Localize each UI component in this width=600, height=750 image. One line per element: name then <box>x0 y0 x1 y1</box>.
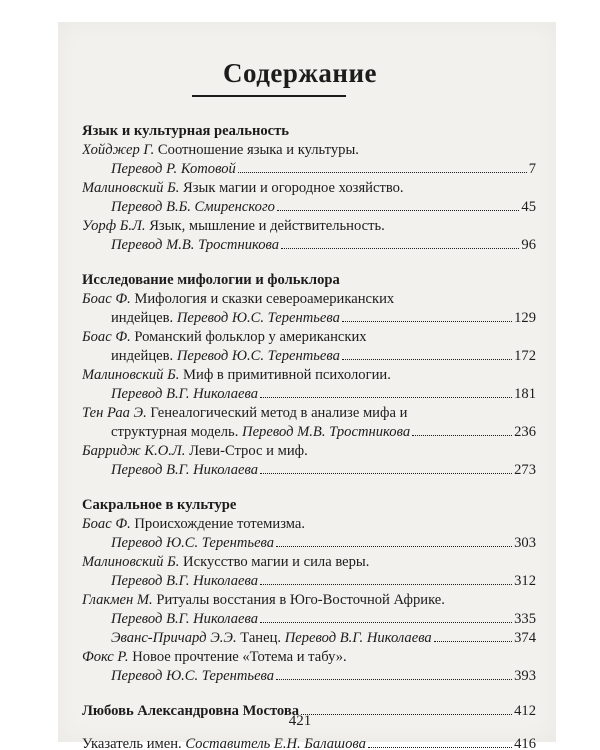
toc-entry-end[interactable] <box>82 534 536 553</box>
entry-title: Леви-Строс и миф. <box>189 443 308 459</box>
toc-entry-end[interactable] <box>82 160 536 179</box>
title-underline <box>192 95 346 97</box>
toc-entry[interactable] <box>82 290 536 309</box>
toc-entry-end[interactable] <box>82 236 536 255</box>
toc-entry[interactable] <box>82 179 536 198</box>
section-heading: Сакральное в культуре <box>82 497 237 513</box>
entry-page: 335 <box>514 611 536 627</box>
leader-dots <box>342 321 512 322</box>
entry-page: 172 <box>514 348 536 364</box>
toc-entry[interactable] <box>82 328 536 347</box>
toc-entry[interactable] <box>82 591 536 610</box>
entry-translator: Перевод В.Г. Николаева <box>111 611 259 627</box>
entry-title: Генеалогический метод в анализе мифа и <box>150 405 408 421</box>
leader-dots <box>260 397 512 398</box>
entry-page: 374 <box>514 630 536 646</box>
entry-title: Язык, мышление и действительность. <box>149 218 385 234</box>
toc-entry-end[interactable] <box>82 347 536 366</box>
entry-author: Малиновский Б. <box>82 554 180 570</box>
entry-page: 236 <box>514 424 536 440</box>
toc-entry[interactable] <box>82 366 536 385</box>
toc-entry[interactable] <box>82 515 536 534</box>
toc-entry[interactable] <box>82 648 536 667</box>
afterword-title: Любовь Александровна Мостова <box>82 703 300 719</box>
entry-author: Боас Ф. <box>82 516 131 532</box>
toc-entry[interactable] <box>82 553 536 572</box>
entry-title-cont: индейцев. <box>111 348 174 364</box>
entry-page: 393 <box>514 668 536 684</box>
entry-author: Тен Раа Э. <box>82 405 147 421</box>
index-compiler: Составитель Е.Н. Балашова <box>185 736 366 750</box>
section-spacer <box>82 686 536 702</box>
toc-entry[interactable] <box>82 442 536 461</box>
entry-author: Уорф Б.Л. <box>82 218 146 234</box>
entry-page: 181 <box>514 386 536 402</box>
toc-entry-end[interactable] <box>82 610 536 629</box>
entry-page: 412 <box>514 703 536 719</box>
toc-entry-end[interactable] <box>82 198 536 217</box>
entry-title: Язык магии и огородное хозяйство. <box>183 180 404 196</box>
entry-page: 7 <box>528 161 536 177</box>
entry-title: Соотношение языка и культуры. <box>157 142 359 158</box>
leader-dots <box>260 584 512 585</box>
entry-page: 273 <box>514 462 536 478</box>
entry-translator: Перевод Ю.С. Терентьева <box>111 535 275 551</box>
page-title: Содержание <box>222 58 378 88</box>
leader-dots <box>368 747 512 748</box>
entry-translator: Перевод Ю.С. Терентьева <box>176 310 340 326</box>
toc-entry[interactable] <box>82 404 536 423</box>
entry-translator: Перевод Ю.С. Терентьева <box>176 348 340 364</box>
entry-translator: Перевод В.Г. Николаева <box>111 386 259 402</box>
toc-entry-end[interactable] <box>82 572 536 591</box>
entry-translator: Перевод М.В. Тростникова <box>111 237 280 253</box>
leader-dots <box>276 546 512 547</box>
toc-entry[interactable] <box>82 629 536 648</box>
toc-entry-end[interactable] <box>82 309 536 328</box>
entry-translator: Перевод В.Б. Смиренского <box>111 199 275 215</box>
entry-title: Миф в примитивной психологии. <box>183 367 391 383</box>
leader-dots <box>276 679 512 680</box>
entry-author: Барридж К.О.Л. <box>82 443 186 459</box>
entry-translator: Перевод Р. Котовой <box>111 161 236 177</box>
section-heading: Исследование мифологии и фольклора <box>82 272 340 288</box>
toc-entry-end[interactable] <box>82 423 536 442</box>
section-heading: Язык и культурная реальность <box>82 123 290 139</box>
entry-title: Романский фольклор у американских <box>134 329 367 345</box>
entry-page: 416 <box>514 736 536 750</box>
entry-title: Новое прочтение «Тотема и табу». <box>132 649 347 665</box>
entry-translator: Перевод В.Г. Николаева <box>284 630 432 646</box>
entry-translator: Перевод В.Г. Николаева <box>111 462 259 478</box>
entry-title-cont: структурная модель. <box>111 424 239 440</box>
entry-author: Глакмен М. <box>82 592 153 608</box>
leader-dots <box>260 473 512 474</box>
table-of-contents <box>82 122 536 750</box>
section-spacer <box>82 480 536 496</box>
entry-author: Малиновский Б. <box>82 180 180 196</box>
toc-entry-end[interactable] <box>82 461 536 480</box>
leader-dots <box>342 359 512 360</box>
entry-translator: Перевод М.В. Тростникова <box>242 424 411 440</box>
page-number: 421 <box>288 713 312 729</box>
leader-dots <box>434 641 512 642</box>
toc-entry-end[interactable] <box>82 385 536 404</box>
section-spacer <box>82 255 536 271</box>
entry-author: Эванс-Причард Э.Э. <box>111 630 237 646</box>
entry-title: Ритуалы восстания в Юго-Восточной Африке. <box>156 592 445 608</box>
entry-author: Малиновский Б. <box>82 367 180 383</box>
index-title: Указатель имен. <box>82 736 182 750</box>
entry-page: 129 <box>514 310 536 326</box>
entry-page: 303 <box>514 535 536 551</box>
leader-dots <box>277 210 519 211</box>
entry-title: Танец. <box>240 630 282 646</box>
leader-dots <box>281 248 519 249</box>
entry-title: Искусство магии и сила веры. <box>183 554 370 570</box>
entry-title: Мифология и сказки североамериканских <box>134 291 395 307</box>
toc-entry[interactable] <box>82 141 536 160</box>
entry-translator: Перевод В.Г. Николаева <box>111 573 259 589</box>
leader-dots <box>238 172 527 173</box>
toc-entry-index[interactable] <box>82 735 536 750</box>
entry-page: 96 <box>521 237 536 253</box>
entry-translator: Перевод Ю.С. Терентьева <box>111 668 275 684</box>
entry-author: Фокс Р. <box>82 649 129 665</box>
entry-page: 312 <box>514 573 536 589</box>
entry-page: 45 <box>521 199 536 215</box>
leader-dots <box>260 622 512 623</box>
entry-author: Боас Ф. <box>82 329 131 345</box>
leader-dots <box>412 435 512 436</box>
toc-entry-end[interactable] <box>82 667 536 686</box>
entry-author: Боас Ф. <box>82 291 131 307</box>
entry-title-cont: индейцев. <box>111 310 174 326</box>
entry-author: Хойджер Г. <box>82 142 155 158</box>
entry-title: Происхождение тотемизма. <box>134 516 306 532</box>
toc-entry[interactable] <box>82 217 536 236</box>
